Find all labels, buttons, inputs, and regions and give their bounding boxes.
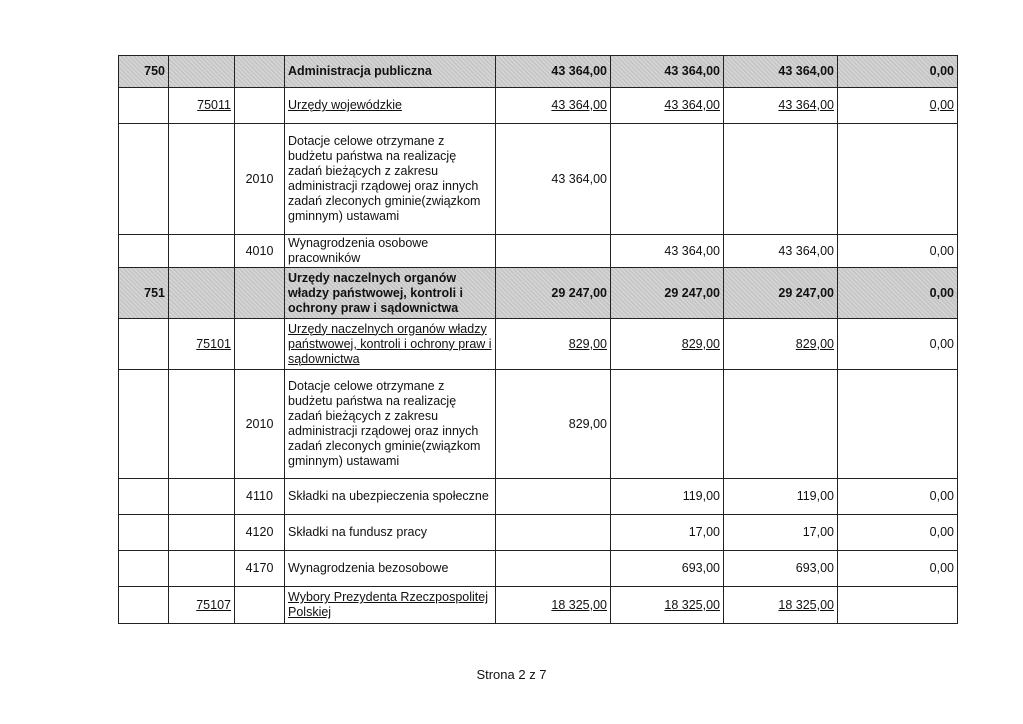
value-cell-1: 43 364,00 bbox=[496, 56, 611, 88]
division-cell: 750 bbox=[119, 56, 169, 88]
name-cell: Dotacje celowe otrzymane z budżetu państwa na realizację zadań bieżących z zakresu administracji rządowej oraz innych zadań zleconych gminie(związkom gminnym) ustawami bbox=[285, 370, 496, 479]
paragraph-cell: 4110 bbox=[235, 479, 285, 515]
value-cell-3: 43 364,00 bbox=[724, 56, 838, 88]
paragraph-cell bbox=[235, 319, 285, 370]
value-cell-3: 119,00 bbox=[724, 479, 838, 515]
table-row bbox=[119, 479, 958, 515]
paragraph-cell: 4010 bbox=[235, 235, 285, 268]
value-cell-1: 18 325,00 bbox=[496, 587, 611, 624]
value-cell-1 bbox=[496, 551, 611, 587]
chapter-cell bbox=[169, 56, 235, 88]
value-cell-4: 0,00 bbox=[838, 88, 958, 124]
name-cell: Urzędy naczelnych organów władzy państwowej, kontroli i ochrony praw i sądownictwa bbox=[285, 319, 496, 370]
division-cell bbox=[119, 479, 169, 515]
chapter-cell bbox=[169, 370, 235, 479]
table-row bbox=[119, 124, 958, 235]
name-cell: Urzędy naczelnych organów władzy państwowej, kontroli i ochrony praw i sądownictwa bbox=[285, 268, 496, 319]
value-cell-3: 829,00 bbox=[724, 319, 838, 370]
value-cell-4: 0,00 bbox=[838, 551, 958, 587]
division-cell bbox=[119, 88, 169, 124]
value-cell-2: 43 364,00 bbox=[611, 56, 724, 88]
value-cell-2: 693,00 bbox=[611, 551, 724, 587]
value-cell-2: 119,00 bbox=[611, 479, 724, 515]
value-cell-4 bbox=[838, 587, 958, 624]
name-cell: Urzędy wojewódzkie bbox=[285, 88, 496, 124]
division-cell: 751 bbox=[119, 268, 169, 319]
paragraph-cell bbox=[235, 56, 285, 88]
table-row-section bbox=[119, 56, 958, 88]
value-cell-4: 0,00 bbox=[838, 515, 958, 551]
chapter-cell: 75011 bbox=[169, 88, 235, 124]
value-cell-2: 29 247,00 bbox=[611, 268, 724, 319]
name-cell: Składki na fundusz pracy bbox=[285, 515, 496, 551]
value-cell-3: 43 364,00 bbox=[724, 235, 838, 268]
value-cell-4: 0,00 bbox=[838, 479, 958, 515]
value-cell-1 bbox=[496, 479, 611, 515]
page-number: Strona 2 z 7 bbox=[476, 667, 547, 682]
budget-table bbox=[118, 55, 958, 624]
division-cell bbox=[119, 551, 169, 587]
division-cell bbox=[119, 370, 169, 479]
chapter-cell bbox=[169, 515, 235, 551]
name-cell: Składki na ubezpieczenia społeczne bbox=[285, 479, 496, 515]
division-cell bbox=[119, 587, 169, 624]
division-cell bbox=[119, 319, 169, 370]
paragraph-cell: 4120 bbox=[235, 515, 285, 551]
value-cell-1 bbox=[496, 515, 611, 551]
paragraph-cell bbox=[235, 88, 285, 124]
paragraph-cell: 2010 bbox=[235, 124, 285, 235]
value-cell-1: 43 364,00 bbox=[496, 124, 611, 235]
value-cell-4: 0,00 bbox=[838, 56, 958, 88]
value-cell-2: 18 325,00 bbox=[611, 587, 724, 624]
value-cell-4: 0,00 bbox=[838, 235, 958, 268]
value-cell-1 bbox=[496, 235, 611, 268]
value-cell-3: 693,00 bbox=[724, 551, 838, 587]
chapter-cell bbox=[169, 268, 235, 319]
name-cell: Dotacje celowe otrzymane z budżetu państwa na realizację zadań bieżących z zakresu administracji rządowej oraz innych zadań zleconych gminie(związkom gminnym) ustawami bbox=[285, 124, 496, 235]
table-row bbox=[119, 587, 958, 624]
division-cell bbox=[119, 515, 169, 551]
value-cell-4 bbox=[838, 370, 958, 479]
name-cell: Wynagrodzenia osobowe pracowników bbox=[285, 235, 496, 268]
value-cell-2: 829,00 bbox=[611, 319, 724, 370]
chapter-cell bbox=[169, 479, 235, 515]
paragraph-cell: 4170 bbox=[235, 551, 285, 587]
value-cell-1: 43 364,00 bbox=[496, 88, 611, 124]
value-cell-3: 43 364,00 bbox=[724, 88, 838, 124]
division-cell bbox=[119, 124, 169, 235]
value-cell-3: 17,00 bbox=[724, 515, 838, 551]
paragraph-cell bbox=[235, 587, 285, 624]
value-cell-2 bbox=[611, 124, 724, 235]
chapter-cell bbox=[169, 551, 235, 587]
value-cell-1: 829,00 bbox=[496, 370, 611, 479]
value-cell-3 bbox=[724, 370, 838, 479]
value-cell-3 bbox=[724, 124, 838, 235]
table-row bbox=[119, 370, 958, 479]
value-cell-2 bbox=[611, 370, 724, 479]
chapter-cell: 75107 bbox=[169, 587, 235, 624]
paragraph-cell: 2010 bbox=[235, 370, 285, 479]
table-row bbox=[119, 515, 958, 551]
table-row bbox=[119, 319, 958, 370]
chapter-cell bbox=[169, 124, 235, 235]
value-cell-4 bbox=[838, 124, 958, 235]
value-cell-1: 29 247,00 bbox=[496, 268, 611, 319]
value-cell-2: 17,00 bbox=[611, 515, 724, 551]
chapter-cell bbox=[169, 235, 235, 268]
name-cell: Administracja publiczna bbox=[285, 56, 496, 88]
value-cell-4: 0,00 bbox=[838, 319, 958, 370]
value-cell-3: 29 247,00 bbox=[724, 268, 838, 319]
value-cell-2: 43 364,00 bbox=[611, 88, 724, 124]
chapter-cell: 75101 bbox=[169, 319, 235, 370]
paragraph-cell bbox=[235, 268, 285, 319]
value-cell-1: 829,00 bbox=[496, 319, 611, 370]
table-row bbox=[119, 88, 958, 124]
table-row bbox=[119, 551, 958, 587]
division-cell bbox=[119, 235, 169, 268]
value-cell-2: 43 364,00 bbox=[611, 235, 724, 268]
table-row bbox=[119, 235, 958, 268]
table-row-section bbox=[119, 268, 958, 319]
value-cell-3: 18 325,00 bbox=[724, 587, 838, 624]
value-cell-4: 0,00 bbox=[838, 268, 958, 319]
name-cell: Wynagrodzenia bezosobowe bbox=[285, 551, 496, 587]
name-cell: Wybory Prezydenta Rzeczpospolitej Polskiej bbox=[285, 587, 496, 624]
